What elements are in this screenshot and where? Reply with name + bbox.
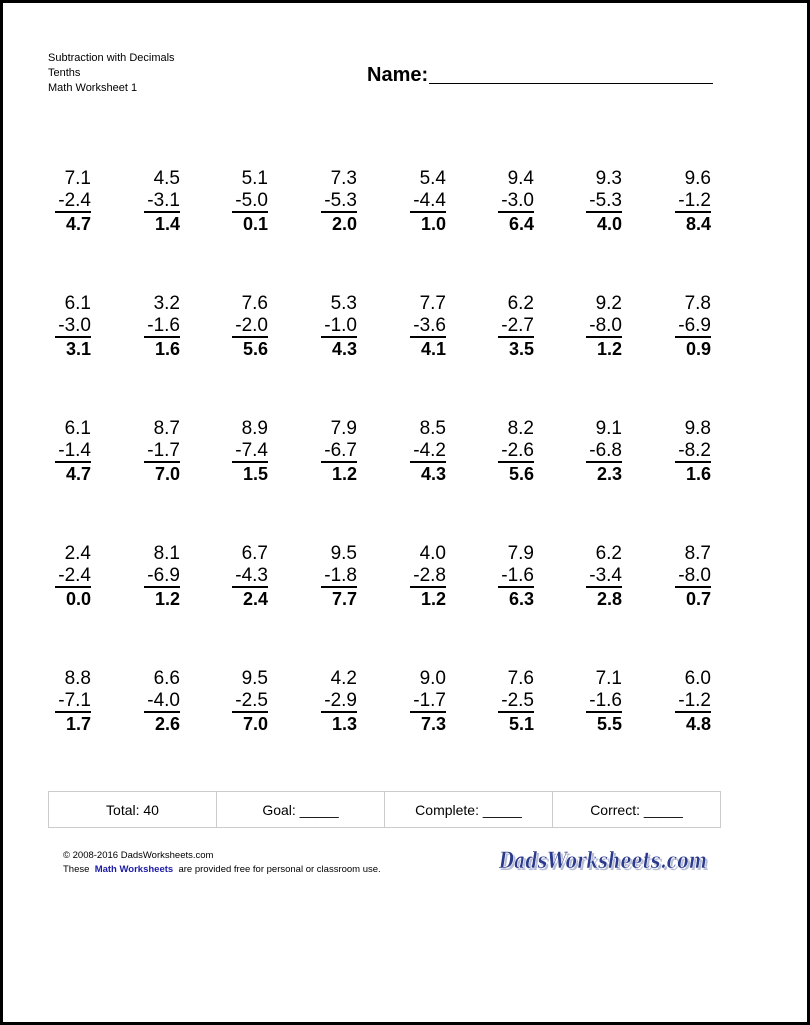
answer-rule [498,586,534,588]
subtrahend: -4.3 [208,565,268,587]
answer-rule [321,461,357,463]
answer: 1.2 [596,339,622,359]
worksheet-subtitle: Tenths [48,67,81,79]
problem-r4-c5 [386,543,446,611]
answer: 6.3 [508,589,534,609]
minuend: 7.1 [64,168,91,189]
answer: 1.3 [331,714,357,734]
answer-rule [144,336,180,338]
minuend: 9.0 [419,668,446,689]
answer: 1.2 [331,464,357,484]
answer-rule [321,711,357,713]
total-cell: Total: 40 [49,792,217,827]
problem-r2-c8 [651,293,711,361]
subtrahend: -3.6 [386,315,446,337]
subtrahend: -1.0 [297,315,357,337]
answer: 1.0 [420,214,446,234]
subtrahend: -2.7 [474,315,534,337]
subtrahend: -7.4 [208,440,268,462]
minuend: 7.3 [330,168,357,189]
subtrahend: -1.6 [120,315,180,337]
answer-rule [232,211,268,213]
problem-r5-c2 [120,668,180,736]
logo-shadow-text: DadsWorksheets.com [500,850,709,875]
answer: 6.4 [508,214,534,234]
minuend: 4.2 [330,668,357,689]
minuend: 4.0 [419,543,446,564]
answer-rule [144,211,180,213]
answer-rule [498,461,534,463]
problem-r5-c7 [562,668,622,736]
answer: 1.2 [420,589,446,609]
subtrahend: -1.7 [386,690,446,712]
subtrahend: -3.0 [474,190,534,212]
problem-r1-c3 [208,168,268,236]
problem-r2-c4 [297,293,357,361]
minuend: 7.9 [330,418,357,439]
answer: 2.8 [596,589,622,609]
answer-rule [55,461,91,463]
problem-r2-c2 [120,293,180,361]
minuend: 9.2 [595,293,622,314]
subtrahend: -6.9 [651,315,711,337]
problem-r4-c7 [562,543,622,611]
minuend: 9.6 [684,168,711,189]
answer: 1.4 [154,214,180,234]
minuend: 9.5 [241,668,268,689]
subtrahend: -1.7 [120,440,180,462]
problem-r4-c3 [208,543,268,611]
answer: 0.9 [685,339,711,359]
problem-r3-c7 [562,418,622,486]
answer-rule [675,586,711,588]
problem-r1-c4 [297,168,357,236]
answer-rule [232,461,268,463]
subtrahend: -4.0 [120,690,180,712]
minuend: 7.6 [241,293,268,314]
answer: 2.6 [154,714,180,734]
minuend: 5.1 [241,168,268,189]
minuend: 8.7 [684,543,711,564]
problem-r4-c2 [120,543,180,611]
minuend: 7.6 [507,668,534,689]
subtrahend: -6.8 [562,440,622,462]
minuend: 9.3 [595,168,622,189]
problem-r3-c6 [474,418,534,486]
problem-r3-c3 [208,418,268,486]
minuend: 6.2 [507,293,534,314]
problem-r4-c6 [474,543,534,611]
answer-rule [586,211,622,213]
answer: 1.6 [685,464,711,484]
problem-r5-c8 [651,668,711,736]
answer: 8.4 [685,214,711,234]
minuend: 5.4 [419,168,446,189]
answer-rule [410,336,446,338]
problem-r5-c4 [297,668,357,736]
problem-r5-c6 [474,668,534,736]
subtrahend: -2.4 [31,565,91,587]
minuend: 9.4 [507,168,534,189]
name-label: Name: [367,64,429,86]
subtrahend: -5.3 [562,190,622,212]
answer-rule [675,336,711,338]
answer: 7.7 [331,589,357,609]
answer-rule [498,211,534,213]
minuend: 9.8 [684,418,711,439]
problem-r1-c8 [651,168,711,236]
minuend: 7.7 [419,293,446,314]
answer-rule [586,336,622,338]
subtrahend: -3.1 [120,190,180,212]
problem-r1-c1 [31,168,91,236]
answer-rule [232,336,268,338]
subtrahend: -1.8 [297,565,357,587]
math-worksheets-link[interactable]: Math Worksheets [94,864,174,875]
subtrahend: -2.9 [297,690,357,712]
answer: 2.3 [596,464,622,484]
subtrahend: -8.2 [651,440,711,462]
answer: 1.6 [154,339,180,359]
minuend: 9.5 [330,543,357,564]
subtrahend: -2.8 [386,565,446,587]
problem-r1-c5 [386,168,446,236]
minuend: 6.6 [153,668,180,689]
answer-rule [586,711,622,713]
subtrahend: -5.3 [297,190,357,212]
problem-grid [3,3,810,763]
answer: 7.0 [154,464,180,484]
answer: 5.6 [508,464,534,484]
answer-rule [410,461,446,463]
answer: 1.5 [242,464,268,484]
answer-rule [410,586,446,588]
answer-rule [55,711,91,713]
minuend: 8.5 [419,418,446,439]
answer: 4.7 [65,464,91,484]
subtrahend: -2.5 [208,690,268,712]
minuend: 8.1 [153,543,180,564]
subtrahend: -4.4 [386,190,446,212]
subtrahend: -1.6 [562,690,622,712]
answer: 5.6 [242,339,268,359]
problem-r2-c6 [474,293,534,361]
subtrahend: -1.4 [31,440,91,462]
answer-rule [498,711,534,713]
complete-cell[interactable]: Complete: _____ [385,792,553,827]
problem-r2-c7 [562,293,622,361]
subtrahend: -1.6 [474,565,534,587]
answer: 4.1 [420,339,446,359]
worksheet-title: Subtraction with Decimals [48,52,175,64]
minuend: 6.1 [64,418,91,439]
problem-r1-c6 [474,168,534,236]
answer-rule [586,586,622,588]
logo-main-text: DadsWorksheets.com [498,848,707,874]
answer-rule [232,586,268,588]
subtrahend: -2.6 [474,440,534,462]
answer-rule [498,336,534,338]
footer [63,849,381,877]
problem-r1-c7 [562,168,622,236]
problem-r3-c5 [386,418,446,486]
answer: 1.2 [154,589,180,609]
answer-rule [675,211,711,213]
problem-r2-c5 [386,293,446,361]
answer-rule [410,711,446,713]
problem-r2-c1 [31,293,91,361]
minuend: 2.4 [64,543,91,564]
subtrahend: -8.0 [562,315,622,337]
answer: 4.3 [420,464,446,484]
subtrahend: -7.1 [31,690,91,712]
subtrahend: -4.2 [386,440,446,462]
answer-rule [144,461,180,463]
problem-r3-c4 [297,418,357,486]
minuend: 8.8 [64,668,91,689]
correct-cell[interactable]: Correct: _____ [590,801,683,818]
answer: 5.5 [596,714,622,734]
minuend: 7.8 [684,293,711,314]
answer: 0.7 [685,589,711,609]
worksheet-number: Math Worksheet 1 [48,82,138,94]
answer: 4.3 [331,339,357,359]
problem-r5-c5 [386,668,446,736]
problem-r4-c4 [297,543,357,611]
answer-rule [321,211,357,213]
answer-rule [144,586,180,588]
answer: 4.7 [65,214,91,234]
footer-note [63,863,381,877]
score-box [48,791,721,828]
subtrahend: -2.4 [31,190,91,212]
problem-r4-c8 [651,543,711,611]
subtrahend: -5.0 [208,190,268,212]
answer: 4.8 [685,714,711,734]
goal-cell[interactable]: Goal: _____ [217,792,385,827]
answer-rule [675,461,711,463]
minuend: 8.2 [507,418,534,439]
answer: 0.1 [242,214,268,234]
minuend: 6.2 [595,543,622,564]
problem-r3-c1 [31,418,91,486]
answer-rule [55,211,91,213]
problem-r3-c8 [651,418,711,486]
minuend: 3.2 [153,293,180,314]
answer: 4.0 [596,214,622,234]
answer: 7.3 [420,714,446,734]
footer-rest: are provided free for personal or classroom use. [178,864,381,875]
problem-r2-c3 [208,293,268,361]
minuend: 6.0 [684,668,711,689]
answer: 5.1 [508,714,534,734]
problem-r5-c3 [208,668,268,736]
answer: 1.7 [65,714,91,734]
answer-rule [55,336,91,338]
problem-r1-c2 [120,168,180,236]
subtrahend: -6.7 [297,440,357,462]
footer-these: These [63,864,90,875]
answer: 2.0 [331,214,357,234]
answer-rule [675,711,711,713]
answer-rule [321,336,357,338]
dadsworksheets-logo[interactable] [498,843,714,875]
subtrahend: -1.2 [651,190,711,212]
subtrahend: -1.2 [651,690,711,712]
problem-r4-c1 [31,543,91,611]
answer-rule [586,461,622,463]
minuend: 8.9 [241,418,268,439]
problem-r5-c1 [31,668,91,736]
answer-rule [321,586,357,588]
problem-r3-c2 [120,418,180,486]
minuend: 6.7 [241,543,268,564]
subtrahend: -3.0 [31,315,91,337]
minuend: 7.1 [595,668,622,689]
answer-rule [232,711,268,713]
answer-rule [55,586,91,588]
subtrahend: -8.0 [651,565,711,587]
subtrahend: -2.5 [474,690,534,712]
minuend: 7.9 [507,543,534,564]
answer: 7.0 [242,714,268,734]
subtrahend: -3.4 [562,565,622,587]
minuend: 8.7 [153,418,180,439]
minuend: 4.5 [153,168,180,189]
answer: 2.4 [242,589,268,609]
answer: 0.0 [65,589,91,609]
subtrahend: -2.0 [208,315,268,337]
subtrahend: -6.9 [120,565,180,587]
minuend: 5.3 [330,293,357,314]
copyright-text: © 2008-2016 DadsWorksheets.com [63,850,214,861]
minuend: 9.1 [595,418,622,439]
answer-rule [410,211,446,213]
answer: 3.5 [508,339,534,359]
answer-rule [144,711,180,713]
answer: 3.1 [65,339,91,359]
minuend: 6.1 [64,293,91,314]
